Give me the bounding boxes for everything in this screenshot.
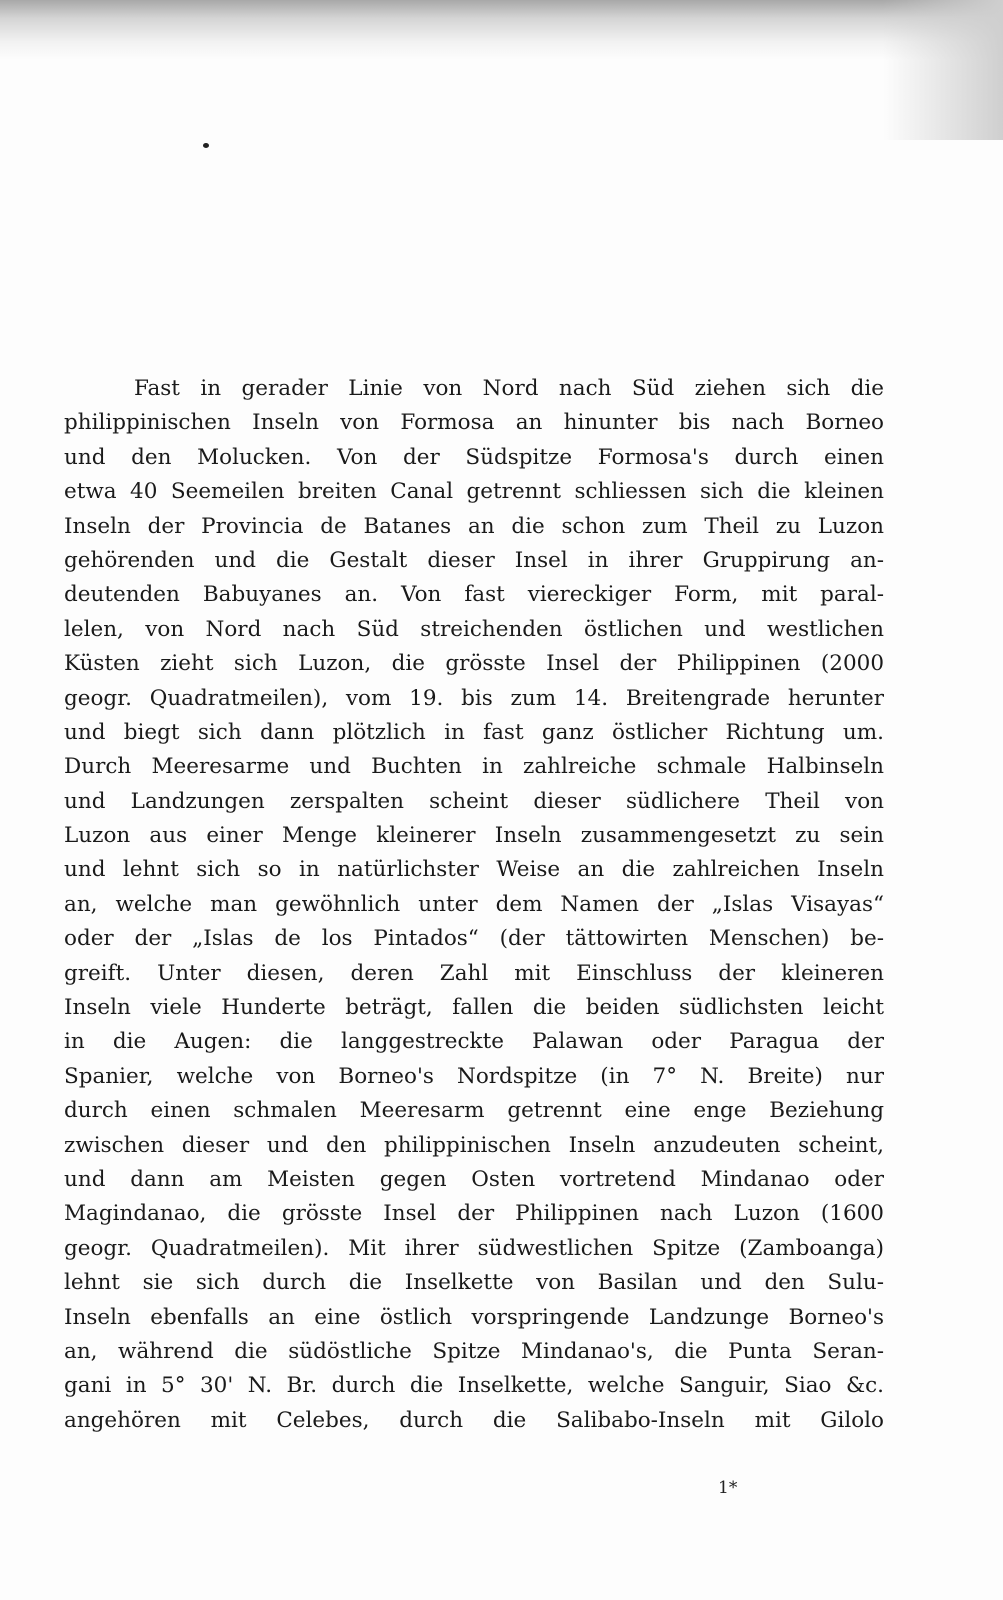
page-number: 1* — [718, 1478, 738, 1498]
text-line: Inseln der Provincia de Batanes an die schon zum Theil zu Luzon — [64, 513, 884, 539]
scan-corner-shadow — [883, 0, 1003, 140]
text-line: lelen, von Nord nach Süd streichenden östlichen und westlichen — [64, 616, 884, 642]
text-line: durch einen schmalen Meeresarm getrennt eine enge Beziehung — [64, 1098, 884, 1124]
body-paragraph — [64, 372, 884, 1438]
text-line: an, während die südöstliche Spitze Mindanao's, die Punta Seran- — [64, 1338, 884, 1364]
text-line: philippinischen Inseln von Formosa an hinunter bis nach Borneo — [64, 410, 884, 436]
text-line: und biegt sich dann plötzlich in fast ganz östlicher Richtung um. — [64, 719, 884, 745]
text-line: angehören mit Celebes, durch die Salibabo-Inseln mit Gilolo — [64, 1407, 884, 1433]
text-line: Magindanao, die grösste Insel der Philippinen nach Luzon (1600 — [64, 1201, 884, 1227]
text-line: gehörenden und die Gestalt dieser Insel in ihrer Gruppirung an- — [64, 547, 884, 573]
text-line: Küsten zieht sich Luzon, die grösste Insel der Philippinen (2000 — [64, 651, 884, 677]
ink-speck — [203, 143, 209, 148]
text-line: greift. Unter diesen, deren Zahl mit Einschluss der kleineren — [64, 960, 884, 986]
text-line: deutenden Babuyanes an. Von fast viereckiger Form, mit paral- — [64, 582, 884, 608]
text-line: und den Molucken. Von der Südspitze Formosa's durch einen — [64, 444, 884, 470]
scan-edge-shadow — [0, 0, 1003, 60]
text-line: gani in 5° 30' N. Br. durch die Inselkette, welche Sanguir, Siao &c. — [64, 1373, 884, 1399]
text-line: Inseln viele Hunderte beträgt, fallen die beiden südlichsten leicht — [64, 995, 884, 1021]
text-line: und lehnt sich so in natürlichster Weise an die zahlreichen Inseln — [64, 857, 884, 883]
text-line: und dann am Meisten gegen Osten vortretend Mindanao oder — [64, 1166, 884, 1192]
text-line: in die Augen: die langgestreckte Palawan oder Paragua der — [64, 1029, 884, 1055]
text-line: zwischen dieser und den philippinischen Inseln anzudeuten scheint, — [64, 1132, 884, 1158]
text-line: lehnt sie sich durch die Inselkette von Basilan und den Sulu- — [64, 1270, 884, 1296]
text-line: Inseln ebenfalls an eine östlich vorspringende Landzunge Borneo's — [64, 1304, 884, 1330]
text-line: Durch Meeresarme und Buchten in zahlreiche schmale Halbinseln — [64, 754, 884, 780]
text-line: Spanier, welche von Borneo's Nordspitze (in 7° N. Breite) nur — [64, 1063, 884, 1089]
text-line: Luzon aus einer Menge kleinerer Inseln zusammengesetzt zu sein — [64, 823, 884, 849]
text-line: etwa 40 Seemeilen breiten Canal getrennt schliessen sich die kleinen — [64, 479, 884, 505]
text-line: an, welche man gewöhnlich unter dem Namen der „Islas Visayas“ — [64, 891, 884, 917]
text-line: Fast in gerader Linie von Nord nach Süd ziehen sich die — [134, 376, 884, 401]
text-line: geogr. Quadratmeilen). Mit ihrer südwestlichen Spitze (Zamboanga) — [64, 1235, 884, 1261]
text-line: geogr. Quadratmeilen), vom 19. bis zum 14. Breitengrade herunter — [64, 685, 884, 711]
text-line: und Landzungen zerspalten scheint dieser südlichere Theil von — [64, 788, 884, 814]
text-line: oder der „Islas de los Pintados“ (der tättowirten Menschen) be- — [64, 926, 884, 952]
